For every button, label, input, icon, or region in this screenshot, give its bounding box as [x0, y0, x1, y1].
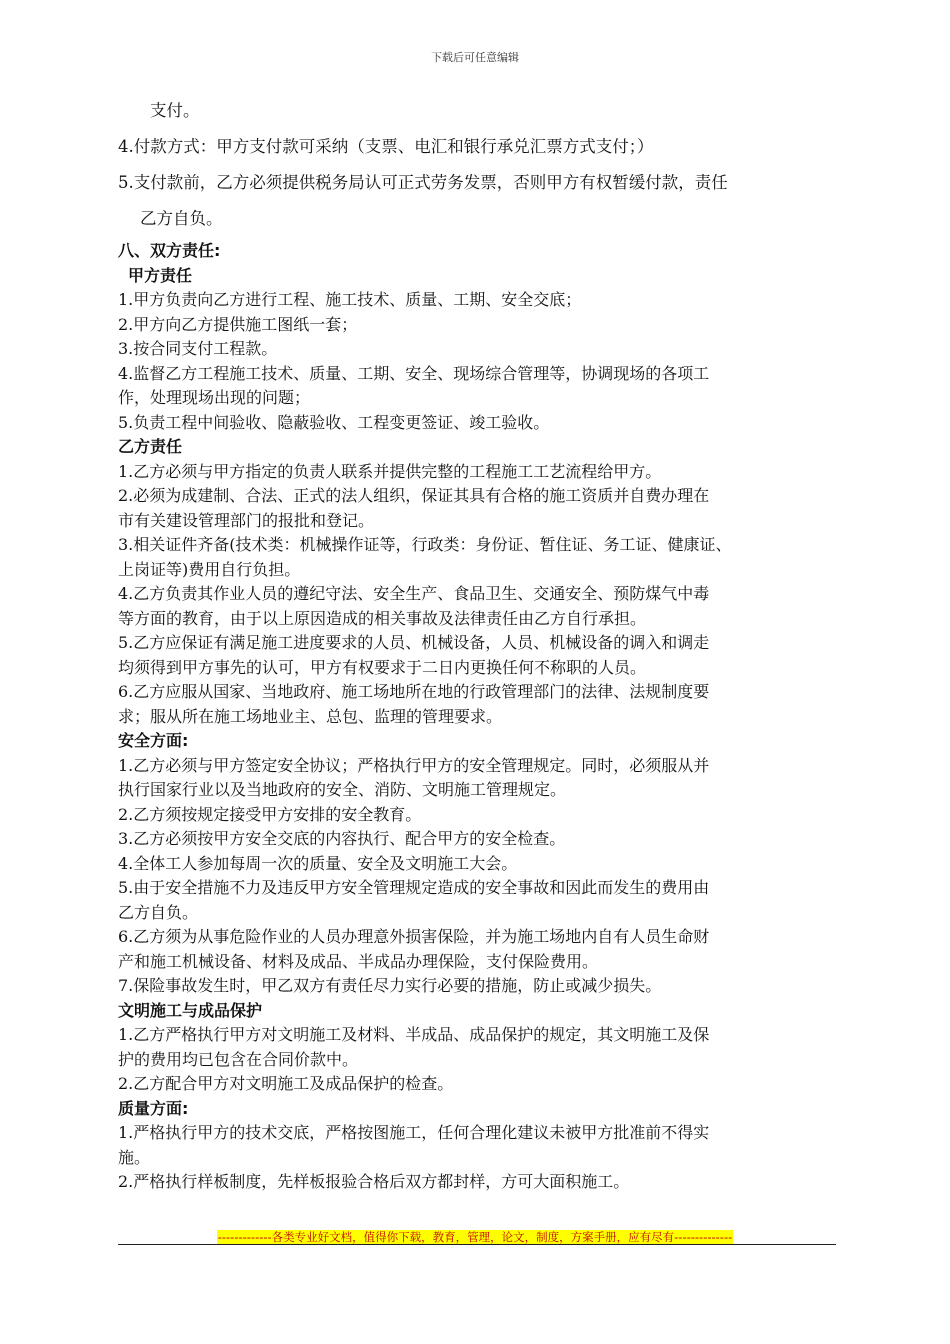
payment-item-4: 4.付款方式：甲方支付款可采纳（支票、电汇和银行承兑汇票方式支付；） — [118, 137, 654, 156]
party-a-list — [118, 288, 838, 435]
payment-item-5-line-2: 乙方自负。 — [140, 209, 223, 228]
list-item: 2.乙方配合甲方对文明施工及成品保护的检查。 — [118, 1074, 454, 1093]
list-item: 市有关建设管理部门的报批和登记。 — [118, 510, 375, 530]
list-item: 7.保险事故发生时，甲乙双方有责任尽力实行必要的措施，防止或减少损失。 — [118, 976, 662, 995]
civilized-construction-title: 文明施工与成品保护 — [118, 1000, 263, 1020]
list-item: 5.乙方应保证有满足施工进度要求的人员、机械设备，人员、机械设备的调入和调走 — [118, 633, 710, 652]
list-item: 5.负责工程中间验收、隐蔽验收、工程变更签证、竣工验收。 — [118, 412, 550, 432]
quality-title: 质量方面: — [118, 1098, 189, 1118]
safety-list — [118, 754, 838, 999]
list-item: 乙方自负。 — [118, 902, 199, 922]
page-footer — [0, 1226, 950, 1245]
party-b-title: 乙方责任 — [118, 437, 183, 456]
party-a-title: 甲方责任 — [128, 265, 193, 285]
list-item: 5.由于安全措施不力及违反甲方安全管理规定造成的安全事故和因此而发生的费用由 — [118, 878, 710, 897]
document-body — [118, 100, 838, 1195]
list-item: 3.相关证件齐备(技术类：机械操作证等，行政类：身份证、暂住证、务工证、健康证、 — [118, 535, 732, 554]
list-item: 6.乙方应服从国家、当地政府、施工场地所在地的行政管理部门的法律、法规制度要 — [118, 682, 710, 701]
list-item: 产和施工机械设备、材料及成品、半成品办理保险，支付保险费用。 — [118, 951, 599, 971]
list-item: 4.全体工人参加每周一次的质量、安全及文明施工大会。 — [118, 853, 518, 873]
list-item: 1.甲方负责向乙方进行工程、施工技术、质量、工期、安全交底； — [118, 290, 582, 309]
list-item: 均须得到甲方事先的认可，甲方有权要求于二日内更换任何不称职的人员。 — [118, 657, 647, 677]
list-item: 1.乙方严格执行甲方对文明施工及材料、半成品、成品保护的规定，其文明施工及保 — [118, 1025, 710, 1044]
list-item: 2.严格执行样板制度，先样板报验合格后双方都封样，方可大面积施工。 — [118, 1172, 630, 1191]
list-item: 6.乙方须为从事危险作业的人员办理意外损害保险，并为施工场地内自有人员生命财 — [118, 927, 710, 946]
payment-item-5-line-1: 5.支付款前，乙方必须提供税务局认可正式劳务发票，否则甲方有权暂缓付款，责任 — [118, 173, 728, 192]
list-item: 4.乙方负责其作业人员的遵纪守法、安全生产、食品卫生、交通安全、预防煤气中毒 — [118, 584, 710, 603]
party-b-list — [118, 460, 838, 730]
list-item: 1.严格执行甲方的技术交底，严格按图施工，任何合理化建议未被甲方批准前不得实 — [118, 1123, 710, 1142]
payment-continuation: 支付。 — [150, 101, 200, 120]
list-item: 上岗证等)费用自行负担。 — [118, 559, 301, 579]
list-item: 执行国家行业以及当地政府的安全、消防、文明施工管理规定。 — [118, 780, 567, 799]
list-item: 1.乙方必须与甲方指定的负责人联系并提供完整的工程施工工艺流程给甲方。 — [118, 461, 662, 481]
footer-divider — [118, 1244, 836, 1245]
civilized-construction-list — [118, 1023, 838, 1097]
quality-list — [118, 1121, 838, 1195]
list-item: 1.乙方必须与甲方签定安全协议；严格执行甲方的安全管理规定。同时，必须服从并 — [118, 755, 710, 775]
list-item: 4.监督乙方工程施工技术、质量、工期、安全、现场综合管理等，协调现场的各项工 — [118, 363, 710, 383]
section-8-title: 八、双方责任: — [118, 241, 221, 260]
list-item: 等方面的教育，由于以上原因造成的相关事故及法律责任由乙方自行承担。 — [118, 608, 647, 628]
footer-banner: -------------各类专业好文档，值得你下载，教育，管理，论文，制度，方案手册，应有尽有-------------- — [217, 1230, 733, 1244]
list-item: 2.乙方须按规定接受甲方安排的安全教育。 — [118, 804, 422, 824]
list-item: 3.按合同支付工程款。 — [118, 339, 278, 358]
list-item: 求；服从所在施工场地业主、总包、监理的管理要求。 — [118, 706, 503, 726]
list-item: 施。 — [118, 1147, 151, 1167]
safety-title: 安全方面: — [118, 731, 189, 750]
page-header: 下载后可任意编辑 — [431, 51, 519, 64]
list-item: 作，处理现场出现的问题； — [118, 388, 311, 407]
list-item: 3.乙方必须按甲方安全交底的内容执行、配合甲方的安全检查。 — [118, 829, 566, 848]
list-item: 2.甲方向乙方提供施工图纸一套； — [118, 314, 358, 334]
list-item: 2.必须为成建制、合法、正式的法人组织，保证其具有合格的施工资质并自费办理在 — [118, 486, 710, 505]
list-item: 护的费用均已包含在合同价款中。 — [118, 1049, 359, 1069]
